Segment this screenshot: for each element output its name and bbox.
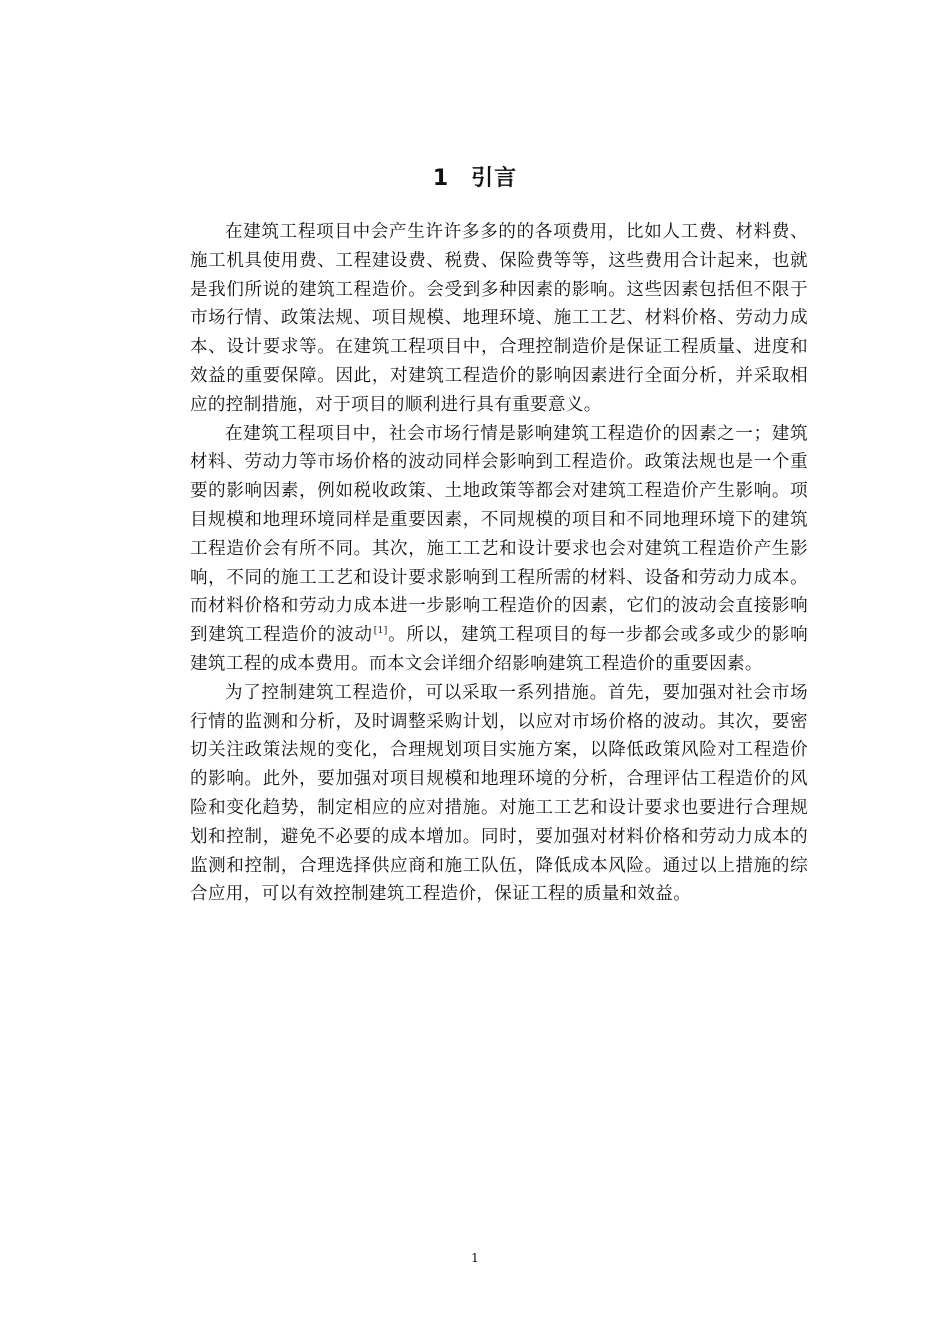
page-number: 1: [471, 1251, 479, 1265]
body-text: [190, 218, 808, 909]
chapter-title: 引言: [471, 165, 518, 191]
paragraph-3: 为了控制建筑工程造价，可以采取一系列措施。首先，要加强对社会市场行情的监测和分析，及时调整采购计划，以应对市场价格的波动。其次，要密切关注政策法规的变化，合理规划项目实施方案，以降低政策风险对工程造价的影响。此外，要加强对项目规模和地理环境的分析，合理评估工程造价的风险和变化趋势，制定相应的应对措施。对施工工艺和设计要求也要进行合理规划和控制，避免不必要的成本增加。同时，要加强对材料价格和劳动力成本的监测和控制，合理选择供应商和施工队伍，降低成本风险。通过以上措施的综合应用，可以有效控制建筑工程造价，保证工程的质量和效益。: [190, 682, 808, 905]
paragraph-2-text-before-citation: 在建筑工程项目中，社会市场行情是影响建筑工程造价的因素之一；建筑材料、劳动力等市场价格的波动同样会影响到工程造价。政策法规也是一个重要的影响因素，例如税收政策、土地政策等都会对建筑工程造价产生影响。项目规模和地理环境同样是重要因素，不同规模的项目和不同地理环境下的建筑工程造价会有所不同。其次，施工工艺和设计要求也会对建筑工程造价产生影响，不同的施工工艺和设计要求影响到工程所需的材料、设备和劳动力成本。而材料价格和劳动力成本进一步影响工程造价的因素，它们的波动会直接影响到建筑工程造价的波动: [190, 423, 808, 646]
chapter-number: 1: [432, 165, 450, 191]
citation-marker: [1]: [373, 626, 388, 637]
paragraph-2-text-after-citation: 。所以，建筑工程项目的每一步都会或多或少的影响建筑工程的成本费用。而本文会详细介绍影响建筑工程造价的重要因素。: [190, 625, 809, 674]
paragraph-1: 在建筑工程项目中会产生许许多多的的各项费用，比如人工费、材料费、施工机具使用费、工程建设费、税费、保险费等等，这些费用合计起来，也就是我们所说的建筑工程造价。会受到多种因素的影响。这些因素包括但不限于市场行情、政策法规、项目规模、地理环境、施工工艺、材料价格、劳动力成本、设计要求等。在建筑工程项目中，合理控制造价是保证工程质量、进度和效益的重要保障。因此，对建筑工程造价的影响因素进行全面分析，并采取相应的控制措施，对于项目的顺利进行具有重要意义。: [190, 222, 808, 415]
paragraph-2: [190, 420, 808, 679]
chapter-heading: [0, 163, 950, 195]
